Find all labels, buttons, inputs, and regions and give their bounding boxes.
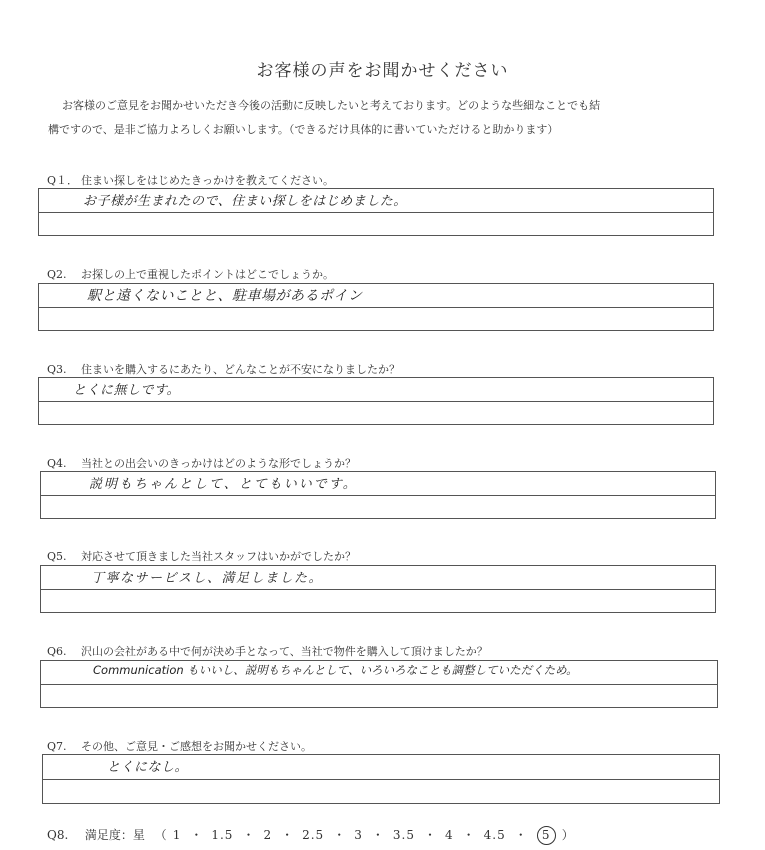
question-text: 住まいを購入するにあたり、どんなことが不安になりましたか？ <box>81 363 400 376</box>
rating-label: 満足度：星 <box>84 828 145 842</box>
answer-box-divider <box>43 779 719 780</box>
rating-option-3[interactable]: 3 <box>354 828 363 842</box>
handwritten-answer: とくになし。 <box>107 760 189 775</box>
page-title: お客様の声をお聞かせください <box>256 61 509 81</box>
rating-separator: ・ <box>333 828 346 842</box>
handwritten-answer: お子様が生まれたので、住まい探しをはじめました。 <box>83 194 407 209</box>
question-2 <box>47 266 334 282</box>
intro-line-2: 構ですので、是非ご協力よろしくお願いします。（できるだけ具体的に書いていただけると助かります） <box>48 123 559 136</box>
answer-box-5[interactable] <box>40 565 716 613</box>
rating-separator: ・ <box>190 828 203 842</box>
rating-option-1-5[interactable]: 1.5 <box>211 828 234 842</box>
question-number: Q3. <box>47 363 67 376</box>
rating-options <box>173 828 556 842</box>
question-7 <box>47 738 312 754</box>
answer-box-divider <box>39 212 713 213</box>
rating-separator: ・ <box>423 828 436 842</box>
rating-separator: ・ <box>281 828 294 842</box>
answer-box-1[interactable] <box>38 188 714 236</box>
answer-box-divider <box>39 307 713 308</box>
answer-box-7[interactable] <box>42 754 720 804</box>
intro-line-1: お客様のご意見をお聞かせいただき今後の活動に反映したいと考えております。どのような些細なことでも結 <box>62 99 601 112</box>
handwritten-answer: Communication もいいし、説明もちゃんとして、いろいろなことも調整していただくため。 <box>93 663 578 677</box>
rating-option-3-5[interactable]: 3.5 <box>392 828 415 842</box>
rating-separator: ・ <box>514 828 527 842</box>
answer-box-4[interactable] <box>40 471 716 519</box>
question-number: Q5. <box>47 550 67 563</box>
answer-box-3[interactable] <box>38 377 714 425</box>
question-text: 対応させて頂きました当社スタッフはいかがでしたか？ <box>81 550 356 563</box>
handwritten-answer: 丁寧なサービスし、満足しました。 <box>91 571 324 586</box>
question-5 <box>47 548 356 564</box>
question-number: Q8. <box>47 828 69 842</box>
question-number: Q4. <box>47 457 67 470</box>
handwritten-answer: とくに無しです。 <box>73 383 180 398</box>
satisfaction-rating <box>47 826 580 845</box>
question-3 <box>47 361 400 377</box>
answer-box-divider <box>41 589 715 590</box>
handwritten-answer: 駅と遠くないことと、駐車場があるポイン <box>87 288 363 304</box>
answer-box-divider <box>41 684 717 685</box>
question-4 <box>47 455 356 471</box>
rating-option-2-5[interactable]: 2.5 <box>302 828 325 842</box>
question-text: お探しの上で重視したポイントはどこでしょうか。 <box>81 268 334 281</box>
question-number: Q7. <box>47 740 67 753</box>
answer-box-2[interactable] <box>38 283 714 331</box>
answer-box-divider <box>41 495 715 496</box>
question-6 <box>47 643 488 659</box>
rating-option-5[interactable]: 5 <box>537 826 556 845</box>
handwritten-answer: 説明もちゃんとして、とてもいいです。 <box>89 477 358 492</box>
rating-separator: ・ <box>371 828 384 842</box>
open-paren: （ <box>154 828 167 842</box>
rating-separator: ・ <box>462 828 475 842</box>
rating-separator: ・ <box>242 828 255 842</box>
rating-option-1[interactable]: 1 <box>172 828 182 842</box>
question-1 <box>47 172 334 188</box>
answer-box-6[interactable] <box>40 660 718 708</box>
rating-option-4-5[interactable]: 4.5 <box>483 828 506 842</box>
question-text: 沢山の会社がある中で何が決め手となって、当社で物件を購入して頂けましたか？ <box>81 645 488 658</box>
question-text: 住まい探しをはじめたきっかけを教えてください。 <box>81 174 334 187</box>
rating-option-2[interactable]: 2 <box>263 828 273 842</box>
question-text: 当社との出会いのきっかけはどのような形でしょうか？ <box>81 457 356 470</box>
question-number: Q2. <box>47 268 67 281</box>
question-number: Q6. <box>47 645 67 658</box>
question-text: その他、ご意見・ご感想をお聞かせください。 <box>81 740 312 753</box>
close-paren: ） <box>561 828 574 842</box>
rating-option-4[interactable]: 4 <box>444 828 454 842</box>
answer-box-divider <box>39 401 713 402</box>
question-number: Q１． <box>47 174 79 187</box>
